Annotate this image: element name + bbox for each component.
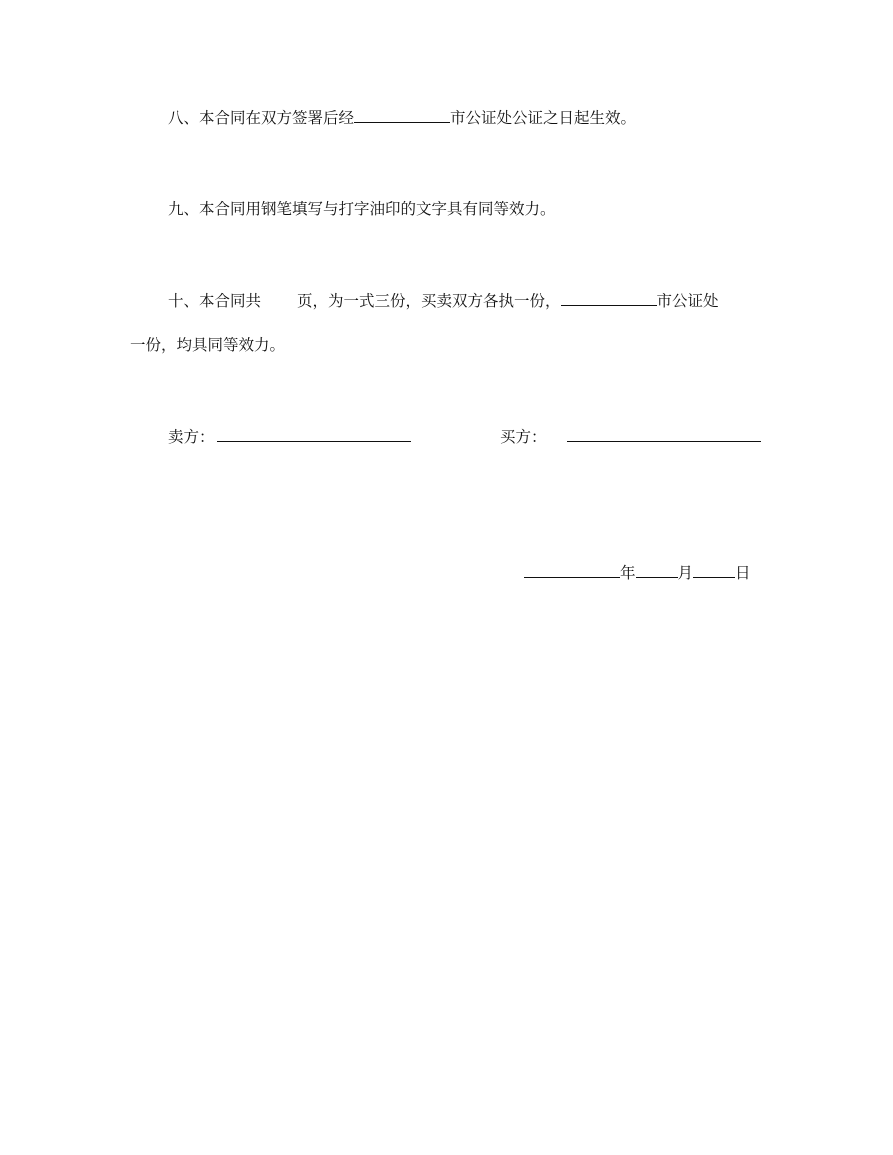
- clause-8-text-after: 市公证处公证之日起生效。: [450, 109, 637, 127]
- clause-10-text-part3: 市公证处: [656, 292, 719, 310]
- clause-9-text: 九、本合同用钢笔填写与打字油印的文字具有同等效力。: [168, 200, 556, 218]
- clause-8: [168, 106, 636, 129]
- buyer-signature-blank: [567, 425, 761, 442]
- clause-8-text-before: 八、本合同在双方签署后经: [168, 109, 355, 127]
- day-label: 日: [735, 564, 751, 582]
- clause-10-text-line2: 一份，均具同等效力。: [130, 336, 286, 354]
- clause-10-text-part1: 十、本合同共: [168, 292, 262, 310]
- clause-10-text-part2: 页，为一式三份，买卖双方各执一份，: [297, 292, 561, 310]
- month-blank: [636, 561, 678, 578]
- seller-signature: [168, 425, 411, 448]
- seller-label: 卖方：: [168, 428, 215, 446]
- clause-10-line-2: [130, 334, 285, 356]
- year-blank: [524, 561, 620, 578]
- month-label: 月: [677, 564, 694, 582]
- buyer-label: 买方：: [500, 428, 547, 446]
- clause-10-line-1: [168, 289, 719, 312]
- seller-signature-blank: [217, 425, 411, 442]
- clause-9: [168, 198, 556, 220]
- notary-city-blank-2: [561, 289, 657, 306]
- day-blank: [693, 561, 735, 578]
- date-line: [524, 561, 751, 584]
- buyer-signature: [500, 425, 761, 448]
- notary-city-blank-1: [354, 106, 450, 123]
- year-label: 年: [620, 564, 636, 582]
